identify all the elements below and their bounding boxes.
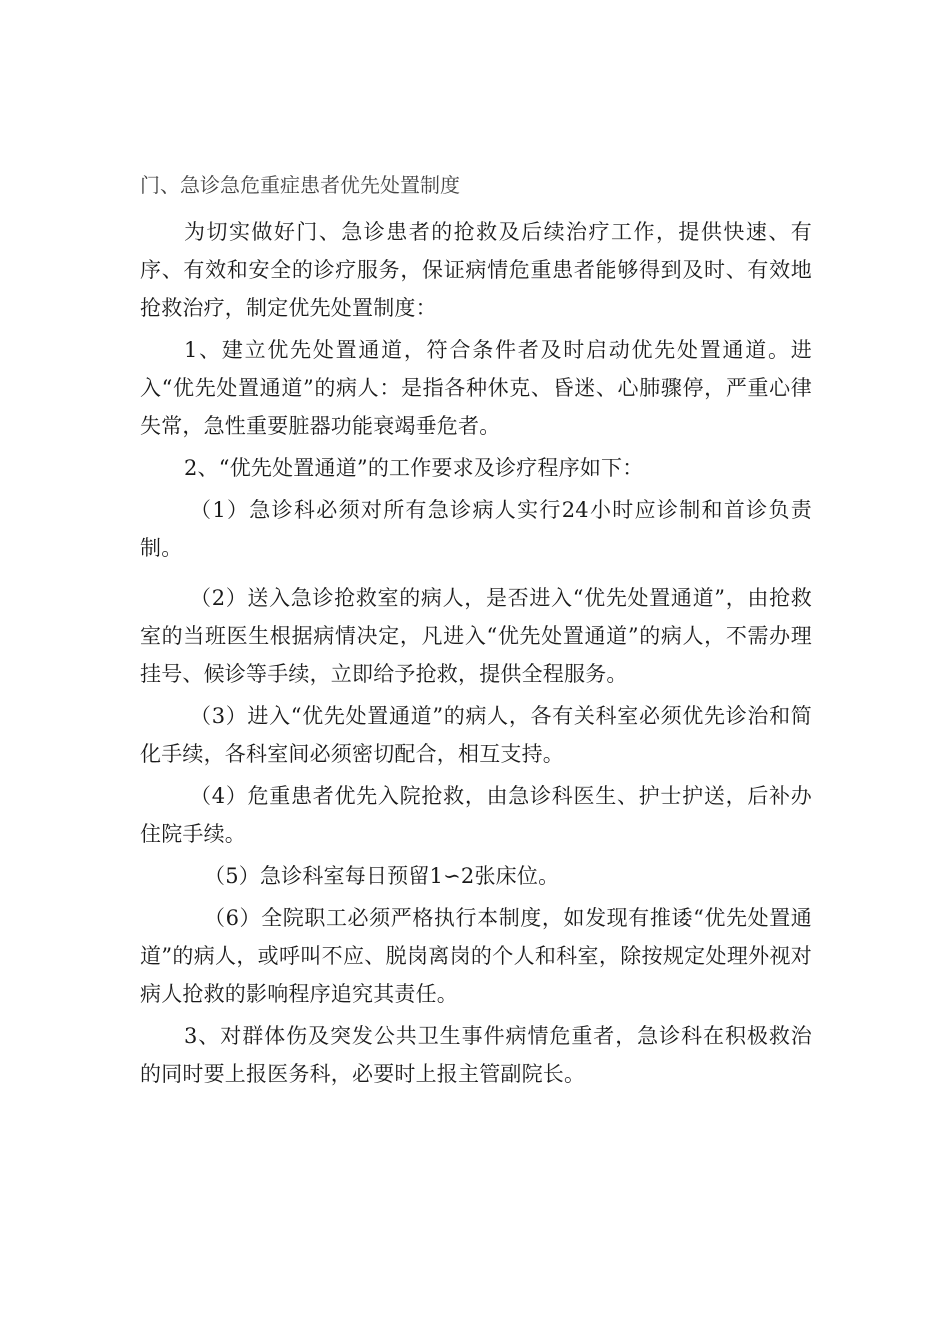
document-body bbox=[140, 213, 812, 1093]
sub-item-2-paragraph: （2）送入急诊抢救室的病人，是否进入“优先处置通道”，由抢救室的当班医生根据病情决定，凡进入“优先处置通道”的病人，不需办理挂号、候诊等手续，立即给予抢救，提供全程服务。 bbox=[140, 586, 812, 686]
item-3-paragraph: 3、对群体伤及突发公共卫生事件病情危重者，急诊科在积极救治的同时要上报医务科，必要时上报主管副院长。 bbox=[140, 1024, 812, 1086]
document-title: 门、急诊急危重症患者优先处置制度 bbox=[140, 173, 460, 197]
intro-paragraph: 为切实做好门、急诊患者的抢救及后续治疗工作，提供快速、有序、有效和安全的诊疗服务，保证病情危重患者能够得到及时、有效地抢救治疗，制定优先处置制度： bbox=[140, 220, 812, 320]
sub-item-6-paragraph: （6）全院职工必须严格执行本制度，如发现有推诿“优先处置通道”的病人，或呼叫不应、脱岗离岗的个人和科室，除按规定处理外视对病人抢救的影响程序追究其责任。 bbox=[140, 906, 812, 1006]
sub-item-1-paragraph: （1）急诊科必须对所有急诊病人实行24小时应诊制和首诊负责制。 bbox=[140, 498, 812, 560]
sub-item-4-paragraph: （4）危重患者优先入院抢救，由急诊科医生、护士护送，后补办住院手续。 bbox=[140, 784, 812, 846]
sub-item-5-paragraph: （5）急诊科室每日预留1∽2张床位。 bbox=[204, 864, 560, 888]
item-2-paragraph: 2、“优先处置通道”的工作要求及诊疗程序如下： bbox=[184, 456, 644, 480]
sub-item-3-paragraph: （3）进入“优先处置通道”的病人，各有关科室必须优先诊治和简化手续，各科室间必须密切配合，相互支持。 bbox=[140, 704, 812, 766]
item-1-paragraph: 1、建立优先处置通道，符合条件者及时启动优先处置通道。进入“优先处置通道”的病人：是指各种休克、昏迷、心肺骤停，严重心律失常，急性重要脏器功能衰竭垂危者。 bbox=[140, 338, 812, 438]
